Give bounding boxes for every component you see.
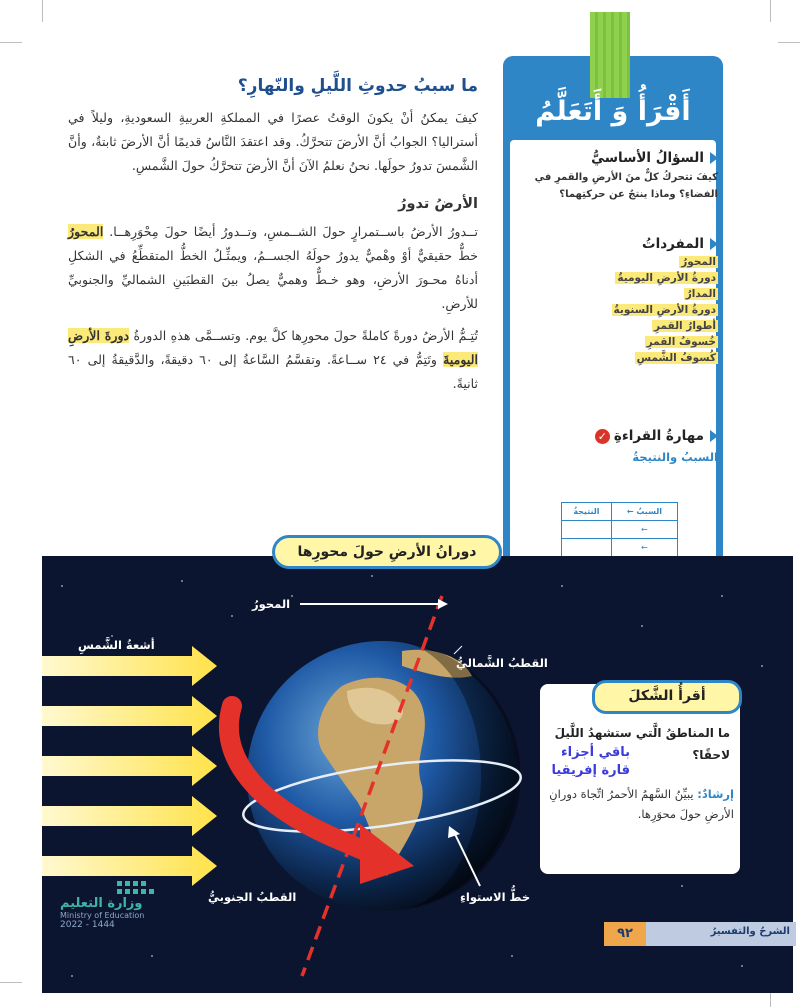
vocab-heading: المفرداتُ <box>642 236 704 252</box>
text-span: خطٌّ حقيقيٌّ أوْ وهْميٌّ يدورُ حولَهُ الجســمُ، ويمثِّـلُ الخطُّ المتقطِّعُ في الشكلِ أدناهُ محـورَ الأرضِ، وهو خـطٌّ وهميٌّ يصلُ بينَ القطبَينِ الشماليِّ والجنوبيِّ للأرضِ. <box>68 248 478 311</box>
vocab-term: خُسوفُ القمرِ <box>646 336 716 348</box>
crop-mark <box>42 0 43 22</box>
label-axis: المحورُ <box>252 597 291 611</box>
ministry-logo-dots <box>117 881 154 894</box>
vocab-item <box>518 304 718 316</box>
triangle-icon <box>710 152 718 164</box>
bookmark-ribbon <box>590 12 630 98</box>
term-axis: المحورُ <box>68 224 104 239</box>
skill-heading: مهارةُ القراءةِ <box>613 428 704 444</box>
vocab-term: المدارُ <box>685 288 716 300</box>
sidebar-title: أَقْرَأُ وَ أَتَعَلَّمُ <box>535 96 691 127</box>
table-cell[interactable] <box>611 521 677 539</box>
vocab-term: دورةُ الأرضِ اليوميةُ <box>617 272 716 284</box>
text-span: تــدورُ الأرضُ باســتمرارٍ حولَ الشــمسِ، وتــدورُ أيضًا حولَ مِحْوَرِهــا. <box>103 224 478 239</box>
header-cause <box>611 503 677 521</box>
triangle-icon <box>710 238 718 250</box>
ministry-name-ar: وزارة التعليم <box>60 896 143 911</box>
main-text-column <box>68 76 478 396</box>
crop-mark <box>0 982 22 983</box>
skill-heading-row <box>518 428 718 444</box>
vocabulary-section <box>518 236 718 368</box>
table-cell[interactable] <box>611 539 677 557</box>
sun-rays <box>42 646 217 886</box>
vocab-heading-row <box>518 236 718 252</box>
axis-paragraph <box>68 220 478 316</box>
vocab-list <box>518 256 718 364</box>
label-sun-rays: أشعةُ الشَّمسِ <box>78 638 155 652</box>
vocab-item <box>518 256 718 268</box>
section-heading: ما سببُ حدوثِ اللَّيلِ والنّهارِ؟ <box>237 76 478 96</box>
skill-name: السببُ والنتيجةُ <box>632 450 718 464</box>
vocab-item <box>518 288 718 300</box>
label-equator: خطُّ الاستواءِ <box>460 890 531 904</box>
read-figure-heading: أقرأُ الشَّكلَ <box>592 680 742 714</box>
page-footer <box>610 922 796 946</box>
crop-mark <box>778 42 800 43</box>
ministry-name-en: Ministry of Education <box>60 911 145 920</box>
vocab-item <box>518 336 718 348</box>
crop-mark <box>770 0 771 22</box>
vocab-item <box>518 352 718 364</box>
essential-heading: السؤالُ الأساسيُّ <box>591 150 704 166</box>
arrow-left-icon: ← <box>641 525 648 534</box>
edition-year: 2022 - 1444 <box>60 920 115 930</box>
intro-paragraph: كيفَ يمكنُ أنْ يكونَ الوقتُ عصرًا في المملكةِ العربيةِ السعوديةِ، وليلاً في أستراليا؟ الجوابُ أنَّ الأرضَ تتحرَّكُ. وقد اعتقدَ النَّاسُ قديمًا أنَّ الأرضَ ثابتةٌ، وأنَّ الشَّمسَ تدورُ حولَها. نحنُ نعلمُ الآنَ أنَّ الأرضَ تتحرَّكُ حولَ الشَّمسِ. <box>68 110 478 173</box>
rotation-paragraph <box>68 324 478 396</box>
vocab-term: أطوارُ القمرِ <box>653 320 716 332</box>
read-figure-hint <box>548 784 734 824</box>
reading-skill-section <box>518 428 718 464</box>
essential-heading-row <box>518 150 718 166</box>
arrow-left-icon: ← <box>641 543 648 552</box>
vocab-item <box>518 272 718 284</box>
arrow-left-icon: ← <box>626 507 634 516</box>
label-south-pole: القطبُ الجنوبيُّ <box>208 890 297 904</box>
table-row <box>562 521 678 539</box>
read-figure-question: ما المناطقُ الَّتي ستشهدُ اللَّيلَ لاحقًا؟ <box>554 726 730 762</box>
vocab-term: كُسوفُ الشَّمسِ <box>636 352 716 364</box>
handwritten-answer: باقي أجزاء قارة إفريقيا <box>551 745 630 778</box>
figure-banner: دورانُ الأرضِ حولَ محورِها <box>272 535 502 569</box>
triangle-icon <box>710 430 718 442</box>
vocab-term: المحورُ <box>681 256 716 268</box>
crop-mark <box>0 42 22 43</box>
checkmark-icon: ✓ <box>595 429 610 444</box>
vocab-item <box>518 320 718 332</box>
header-label: السببُ <box>636 507 662 516</box>
subsection-heading: الأرضُ تدورُ <box>398 196 478 212</box>
page-number: ٩٢ <box>604 922 646 946</box>
header-effect: النتيجةُ <box>562 503 612 521</box>
ministry-logo <box>60 896 170 930</box>
table-header-row <box>562 503 678 521</box>
table-cell[interactable] <box>562 539 612 557</box>
term-daily-rotation: دورةَ الأرضِ اليوميةَ <box>68 328 479 367</box>
table-row <box>562 539 678 557</box>
hint-text: يبيِّنُ السَّهمُ الأحمرُ اتِّجاهَ دورانِ الأرضِ حولَ محوَرِها. <box>549 787 734 821</box>
table-cell[interactable] <box>562 521 612 539</box>
essential-question: كيفَ تتحركُ كلٌّ منَ الأرضِ والقمرِ في الفضاءِ؟ وماذا ينتجُ عن حركتِهما؟ <box>534 172 718 200</box>
footer-section-label: الشرحُ والتفسيرُ <box>710 926 790 937</box>
hint-label: إرشادٌ: <box>697 787 734 801</box>
essential-question-section <box>518 150 718 203</box>
label-north-pole: القطبُ الشَّماليُّ <box>456 656 548 670</box>
vocab-term: دورةُ الأرضِ السنويةُ <box>613 304 716 316</box>
text-span: تُتِـمُّ الأرضُ دورةً كاملةً حولَ محورِها كلَّ يوم. وتســمَّى هذهِ الدورةُ <box>129 328 478 343</box>
text-span: وتَتِمُّ في ٢٤ ســاعةً. وتقسَّمُ السَّاعةُ إلى ٦٠ دقيقةً، والدَّقيقةُ إلى ٦٠ ثانيةً. <box>68 352 478 391</box>
